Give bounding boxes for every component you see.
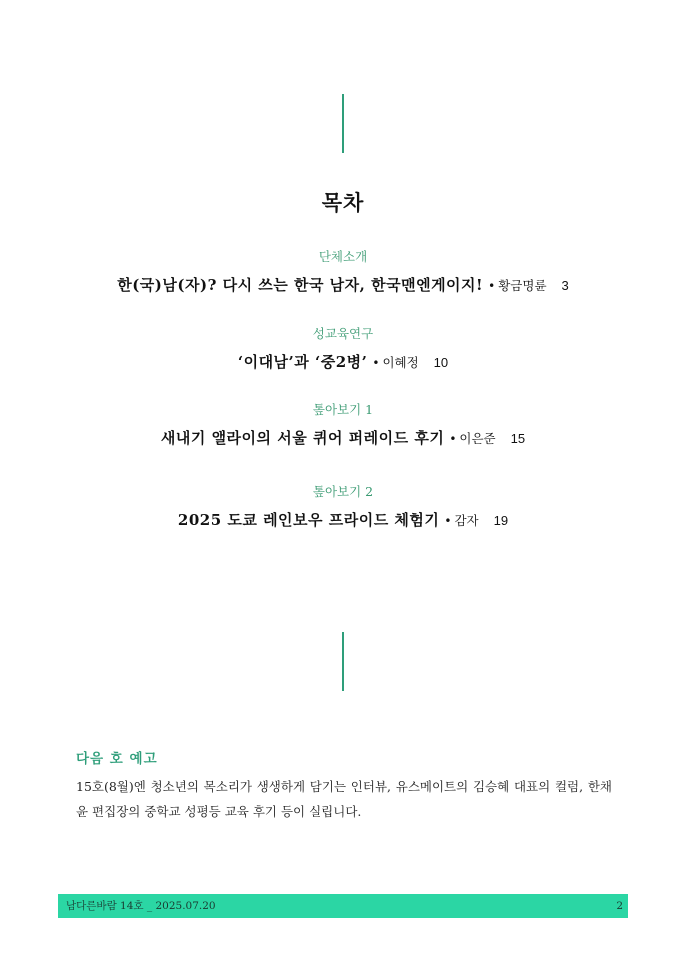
toc-entry	[0, 484, 686, 531]
toc-category: 성교육연구	[312, 326, 374, 341]
bullet-separator: •	[488, 279, 496, 293]
toc-entry-title[interactable]: 2025 도쿄 레인보우 프라이드 체험기	[177, 511, 440, 529]
toc-line	[0, 428, 686, 449]
toc-line	[0, 275, 686, 296]
toc-entry	[0, 326, 686, 373]
bullet-separator: •	[372, 356, 380, 370]
bullet-separator: •	[444, 514, 452, 528]
toc-entry-page: 19	[493, 513, 509, 528]
toc-entry-title[interactable]: ‘이대남’과 ‘중2병’	[237, 353, 368, 371]
toc-entry-title[interactable]: 새내기 앨라이의 서울 퀴어 퍼레이드 후기	[160, 429, 445, 447]
toc-entry	[0, 402, 686, 449]
toc-category: 톺아보기 2	[312, 484, 374, 499]
next-issue-body: 15호(8월)엔 청소년의 목소리가 생생하게 담기는 인터뷰, 유스메이트의 김승혜 대표의 컬럼, 한채윤 편집장의 중학교 성평등 교육 후기 등이 실립니다.	[76, 779, 612, 819]
footer-page-number: 2	[616, 900, 623, 912]
toc-entry-author: 황금명륜	[498, 279, 547, 293]
bullet-separator: •	[449, 432, 457, 446]
toc-entry-author: 이혜정	[382, 356, 419, 370]
toc-entry-author: 감자	[454, 514, 479, 528]
toc-category: 톺아보기 1	[312, 402, 374, 417]
toc-entry	[0, 249, 686, 296]
toc-entry-title[interactable]: 한(국)남(자)? 다시 쓰는 한국 남자, 한국맨엔게이지!	[117, 276, 484, 294]
toc-line	[0, 352, 686, 373]
toc-entry-author: 이은준	[459, 432, 496, 446]
toc-title: 목차	[321, 190, 365, 215]
top-divider-line	[342, 94, 344, 153]
bottom-divider-line	[342, 632, 344, 691]
toc-entry-page: 15	[510, 431, 526, 446]
next-issue-section	[76, 750, 612, 824]
next-issue-heading: 다음 호 예고	[76, 751, 158, 767]
toc-line	[0, 510, 686, 531]
toc-entry-page: 3	[561, 278, 569, 293]
toc-category: 단체소개	[318, 249, 368, 264]
toc-entry-page: 10	[433, 355, 449, 370]
footer-publication-info: 남다른바람 14호 _ 2025.07.20	[66, 900, 216, 912]
footer-band	[58, 894, 628, 918]
